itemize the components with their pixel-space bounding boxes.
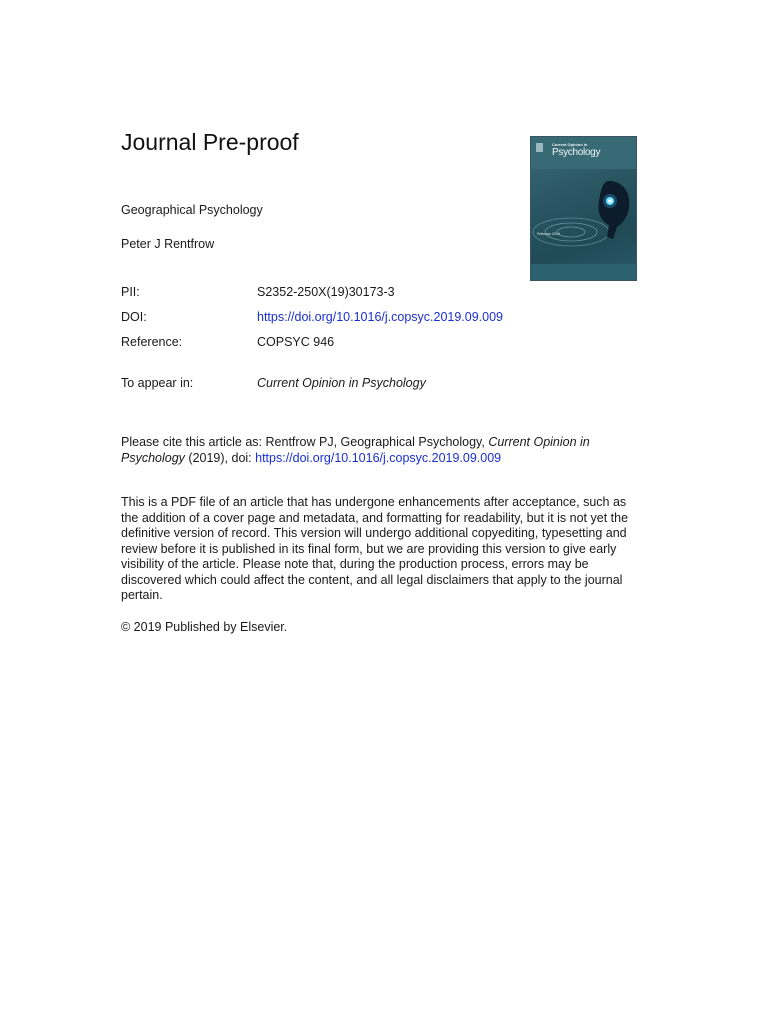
article-author: Peter J Rentfrow [121,237,215,251]
pii-label: PII: [121,285,140,299]
citation [121,435,621,466]
citation-doi-link[interactable]: https://doi.org/10.1016/j.copsyc.2019.09.009 [255,450,502,465]
cover-series: Current Opinion in [552,142,588,147]
article-title: Geographical Psychology [121,203,263,217]
pii-value: S2352-250X(19)30173-3 [257,285,395,299]
copyright: © 2019 Published by Elsevier. [121,620,288,634]
appear-label: To appear in: [121,376,194,390]
journal-cover-thumbnail [530,136,637,281]
citation-journal: Current Opinion in Psychology [121,435,590,465]
reference-label: Reference: [121,335,183,349]
cover-date: February 2019 [537,232,560,236]
cover-footer [531,264,636,280]
page-title: Journal Pre-proof [121,129,299,155]
citation-prefix: Please cite this article as: Rentfrow PJ, Geographical Psychology, [121,435,489,449]
cover-journal: Psychology [552,147,601,158]
doi-link[interactable]: https://doi.org/10.1016/j.copsyc.2019.09.009 [257,310,504,324]
preproof-notice: This is a PDF file of an article that has undergone enhancements after acceptance, such as the addition of a cover page and metadata, and formatting for readability, but it is not yet the definitive version of record. This version will undergo additional copyediting, typesetting and review before it is published in its final form, but we are providing this version to give early visibility of the article. Please note that, during the production process, errors may be discovered which could affect the content, and all legal disclaimers that apply to the journal pertain. [121,495,629,602]
doi-label: DOI: [121,310,147,324]
reference-value: COPSYC 946 [257,335,335,349]
appear-value: Current Opinion in Psychology [257,376,426,390]
cover-artwork [531,137,637,281]
citation-middle: (2019), doi: [184,450,256,465]
